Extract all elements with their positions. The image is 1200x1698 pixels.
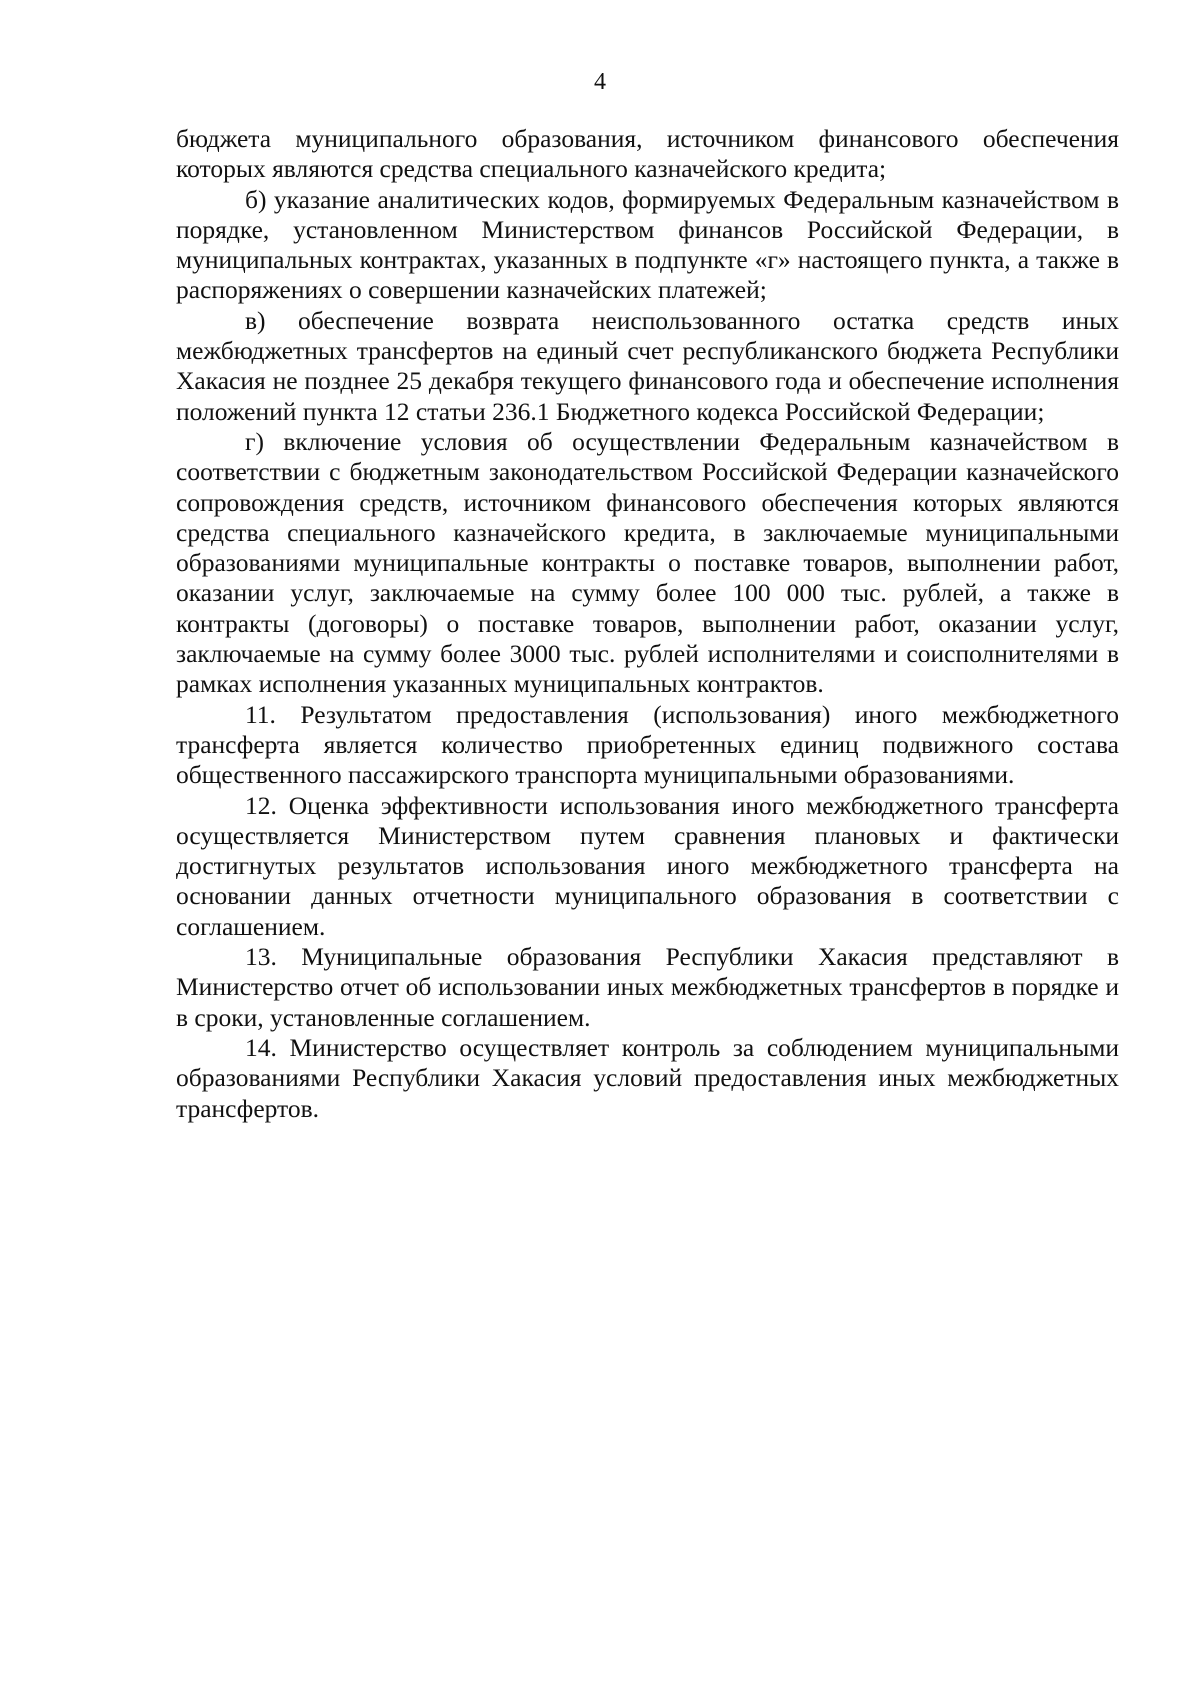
page-number: 4 — [594, 69, 606, 95]
paragraph-13: 13. Муниципальные образования Республики Хакасия представляют в Министерство отчет об использовании иных межбюджетных трансфертов в порядке и в сроки, установленные соглашением. — [176, 942, 1119, 1032]
paragraph-item-g: г) включение условия об осуществлении Федеральным казначейством в соответствии с бюджетным законодательством Российской Федерации казначейского сопровождения средств, источником финансового обеспечения которых являются средства специального казначейского кредита, в заключаемые муниципальными образованиями муниципальные контракты о поставке товаров, выполнении работ, оказании услуг, заключаемые на сумму более 100 000 тыс. рублей, а также в контракты (договоры) о поставке товаров, выполнении работ, оказании услуг, заключаемые на сумму более 3000 тыс. рублей исполнителями и соисполнителями в рамках исполнения указанных муниципальных контрактов. — [176, 426, 1119, 699]
document-body — [176, 124, 1119, 1124]
paragraph-item-b: б) указание аналитических кодов, формируемых Федеральным казначейством в порядке, установленном Министерством финансов Российской Федерации, в муниципальных контрактах, указанных в подпункте «г» настоящего пункта, а также в распоряжениях о совершении казначейских платежей; — [176, 184, 1119, 305]
paragraph-14: 14. Министерство осуществляет контроль за соблюдением муниципальными образованиями Республики Хакасия условий предоставления иных межбюджетных трансфертов. — [176, 1032, 1119, 1123]
paragraph-12: 12. Оценка эффективности использования иного межбюджетного трансферта осуществляется Министерством путем сравнения плановых и фактически достигнутых результатов использования иного межбюджетного трансферта на основании данных отчетности муниципального образования в соответствии с соглашением. — [176, 790, 1119, 941]
paragraph-11: 11. Результатом предоставления (использования) иного межбюджетного трансферта является количество приобретенных единиц подвижного состава общественного пассажирского транспорта муниципальными образованиями. — [176, 699, 1119, 790]
paragraph-continuation: бюджета муниципального образования, источником финансового обеспечения которых являются средства специального казначейского кредита; — [176, 124, 1119, 184]
paragraph-item-v: в) обеспечение возврата неиспользованного остатка средств иных межбюджетных трансфертов на единый счет республиканского бюджета Республики Хакасия не позднее 25 декабря текущего финансового года и обеспечение исполнения положений пункта 12 статьи 236.1 Бюджетного кодекса Российской Федерации; — [176, 305, 1119, 426]
